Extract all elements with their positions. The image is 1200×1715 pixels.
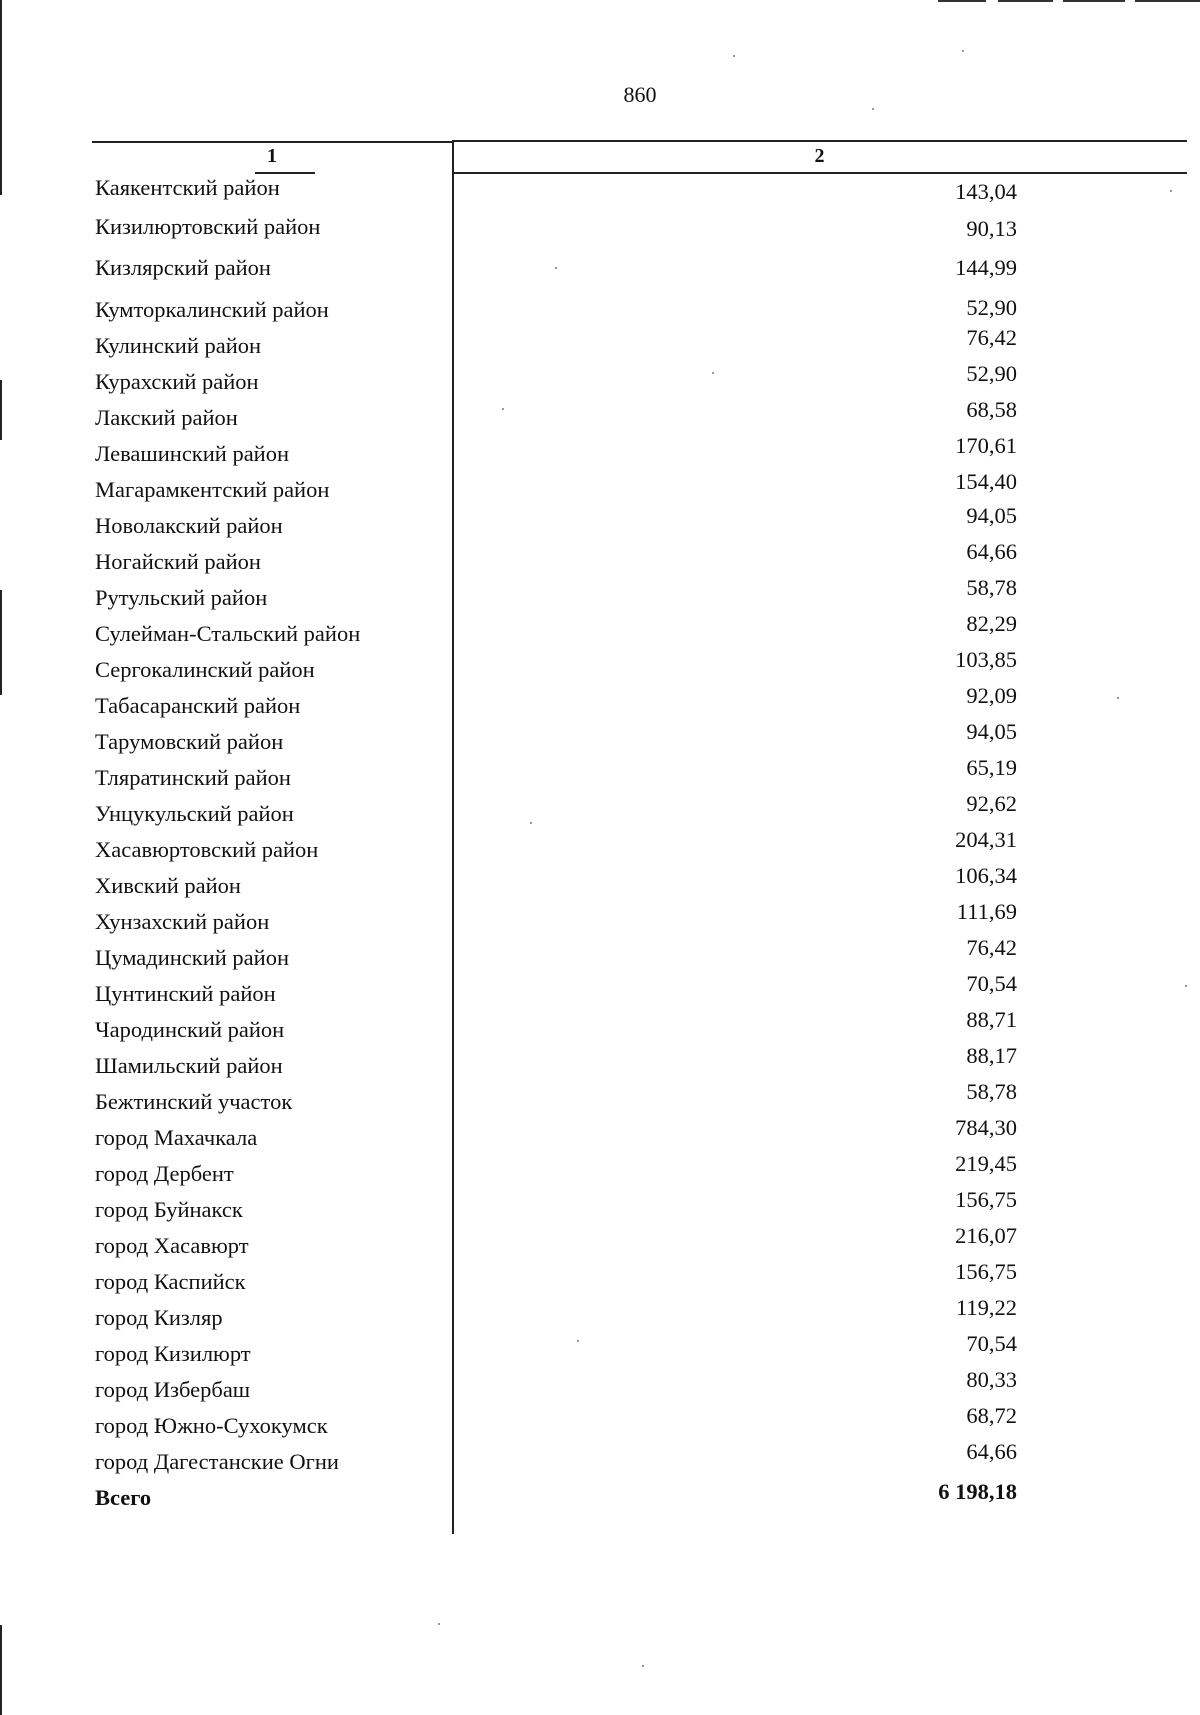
table-row bbox=[0, 1331, 1200, 1375]
table-row bbox=[0, 1223, 1200, 1267]
district-name: город Буйнакск bbox=[95, 1197, 243, 1222]
district-value: 103,85 bbox=[955, 647, 1017, 672]
table-row bbox=[0, 397, 1200, 439]
district-value: 216,07 bbox=[955, 1223, 1017, 1248]
district-value: 90,13 bbox=[966, 216, 1017, 241]
scan-speck bbox=[438, 1623, 440, 1625]
district-value: 80,33 bbox=[966, 1367, 1017, 1392]
district-value: 170,61 bbox=[955, 433, 1017, 458]
district-value: 70,54 bbox=[966, 971, 1017, 996]
district-value: 119,22 bbox=[955, 1295, 1017, 1320]
table-row bbox=[0, 1043, 1200, 1087]
scan-edge-top-2 bbox=[998, 0, 1053, 2]
district-value: 76,42 bbox=[966, 325, 1017, 350]
district-name: город Дагестанские Огни bbox=[95, 1449, 339, 1474]
table-row bbox=[0, 469, 1200, 511]
scan-edge-top-4 bbox=[1135, 0, 1200, 2]
district-value: 94,05 bbox=[966, 719, 1017, 744]
district-name: Хасавюртовский район bbox=[95, 837, 319, 862]
district-value: 65,19 bbox=[966, 755, 1017, 780]
district-value: 219,45 bbox=[955, 1151, 1017, 1176]
district-name: Кизилюртовский район bbox=[95, 214, 321, 239]
table-row bbox=[0, 1115, 1200, 1159]
scan-edge-top-3 bbox=[1063, 0, 1125, 2]
district-name: Новолакский район bbox=[95, 513, 283, 538]
table-row bbox=[0, 683, 1200, 727]
district-value: 52,90 bbox=[966, 295, 1017, 320]
district-name: Ногайский район bbox=[95, 549, 261, 574]
district-value: 58,78 bbox=[966, 1079, 1017, 1104]
district-value: 156,75 bbox=[955, 1259, 1017, 1284]
district-name: Сулейман-Стальский район bbox=[95, 621, 361, 646]
table-row bbox=[0, 827, 1200, 871]
table-row bbox=[0, 1151, 1200, 1195]
district-value: 70,54 bbox=[966, 1331, 1017, 1356]
table-row bbox=[0, 175, 1200, 209]
district-name: Шамильский район bbox=[95, 1053, 283, 1078]
district-name: Кизлярский район bbox=[95, 255, 271, 280]
scan-edge-left-bottom bbox=[0, 1625, 2, 1715]
table-row bbox=[0, 935, 1200, 979]
district-name: Тляратинский район bbox=[95, 765, 291, 790]
district-value: 88,71 bbox=[966, 1007, 1017, 1032]
table-row bbox=[0, 503, 1200, 547]
table-row bbox=[0, 255, 1200, 289]
district-value: 88,17 bbox=[966, 1043, 1017, 1068]
district-value: 68,58 bbox=[966, 397, 1017, 422]
district-name: Кулинский район bbox=[95, 333, 262, 358]
district-name: Табасаранский район bbox=[95, 693, 301, 718]
table-header-rule-left bbox=[255, 172, 315, 174]
table-row bbox=[0, 899, 1200, 943]
district-value: 92,09 bbox=[966, 683, 1017, 708]
table-row bbox=[0, 214, 1200, 248]
column-header-2: 2 bbox=[814, 145, 825, 167]
district-value: 154,40 bbox=[955, 469, 1017, 494]
total-label: Всего bbox=[95, 1485, 152, 1510]
table-header-rule bbox=[452, 172, 1187, 174]
district-name: Чародинский район bbox=[95, 1017, 285, 1042]
table-row bbox=[0, 1403, 1200, 1447]
district-name: Левашинский район bbox=[95, 441, 290, 466]
district-name: Тарумовский район bbox=[95, 729, 284, 754]
table-row bbox=[0, 611, 1200, 655]
district-name: Унцукульский район bbox=[95, 801, 294, 826]
district-name: Цумадинский район bbox=[95, 945, 289, 970]
district-value: 68,72 bbox=[966, 1403, 1017, 1428]
table-row bbox=[0, 971, 1200, 1015]
district-name: Каякентский район bbox=[95, 175, 280, 200]
district-value: 92,62 bbox=[966, 791, 1017, 816]
district-value: 58,78 bbox=[966, 575, 1017, 600]
scan-edge-top-1 bbox=[938, 0, 986, 2]
table-row bbox=[0, 791, 1200, 835]
district-name: Цунтинский район bbox=[95, 981, 276, 1006]
table-row bbox=[0, 1295, 1200, 1339]
district-name: Магарамкентский район bbox=[95, 477, 330, 502]
district-name: Сергокалинский район bbox=[95, 657, 315, 682]
scan-speck bbox=[642, 1665, 644, 1667]
district-name: Лакский район bbox=[95, 405, 238, 430]
table-row bbox=[0, 755, 1200, 799]
district-value: 82,29 bbox=[966, 611, 1017, 636]
table-row bbox=[0, 1079, 1200, 1123]
table-row bbox=[0, 1259, 1200, 1303]
table-row bbox=[0, 863, 1200, 907]
table-top-rule-right bbox=[452, 140, 1187, 142]
table-row bbox=[0, 325, 1200, 367]
district-name: город Кизилюрт bbox=[95, 1341, 251, 1366]
district-name: Хунзахский район bbox=[95, 909, 270, 934]
column-header-1: 1 bbox=[267, 145, 277, 167]
total-value: 6 198,18 bbox=[938, 1479, 1017, 1504]
page-number: 860 bbox=[623, 82, 657, 107]
district-value: 784,30 bbox=[955, 1115, 1017, 1140]
district-name: город Избербаш bbox=[95, 1377, 251, 1402]
district-value: 204,31 bbox=[955, 827, 1017, 852]
district-name: город Хасавюрт bbox=[95, 1233, 249, 1258]
district-value: 144,99 bbox=[955, 255, 1017, 280]
table-row bbox=[0, 719, 1200, 763]
district-name: Хивский район bbox=[95, 873, 241, 898]
table-row bbox=[0, 575, 1200, 619]
table-row bbox=[0, 539, 1200, 583]
table-row bbox=[0, 1187, 1200, 1231]
district-name: город Кизляр bbox=[95, 1305, 223, 1330]
table-row bbox=[0, 297, 1200, 331]
scan-edge-left-upper bbox=[0, 0, 2, 195]
table-row bbox=[0, 1439, 1200, 1483]
district-value: 64,66 bbox=[966, 1439, 1017, 1464]
district-value: 94,05 bbox=[966, 503, 1017, 528]
district-value: 156,75 bbox=[955, 1187, 1017, 1212]
district-name: город Южно-Сухокумск bbox=[95, 1413, 328, 1438]
district-value: 64,66 bbox=[966, 539, 1017, 564]
scan-speck bbox=[962, 50, 964, 52]
table-row bbox=[0, 361, 1200, 403]
district-value: 143,04 bbox=[955, 179, 1017, 204]
district-name: город Дербент bbox=[95, 1161, 234, 1186]
table-row bbox=[0, 647, 1200, 691]
district-name: Рутульский район bbox=[95, 585, 268, 610]
district-name: Бежтинский участок bbox=[95, 1089, 293, 1114]
table-total-row bbox=[0, 1479, 1200, 1519]
district-name: город Махачкала bbox=[95, 1125, 258, 1150]
district-name: Курахский район bbox=[95, 369, 259, 394]
district-name: город Каспийск bbox=[95, 1269, 246, 1294]
district-value: 106,34 bbox=[955, 863, 1017, 888]
district-value: 111,69 bbox=[956, 899, 1017, 924]
table-top-rule-left bbox=[92, 141, 452, 143]
district-value: 76,42 bbox=[966, 935, 1017, 960]
table-row bbox=[0, 1367, 1200, 1411]
table-row bbox=[0, 1007, 1200, 1051]
table-row bbox=[0, 433, 1200, 475]
scan-speck bbox=[872, 108, 874, 110]
district-value: 52,90 bbox=[966, 361, 1017, 386]
scan-speck bbox=[733, 55, 735, 57]
district-name: Кумторкалинский район bbox=[95, 297, 329, 322]
